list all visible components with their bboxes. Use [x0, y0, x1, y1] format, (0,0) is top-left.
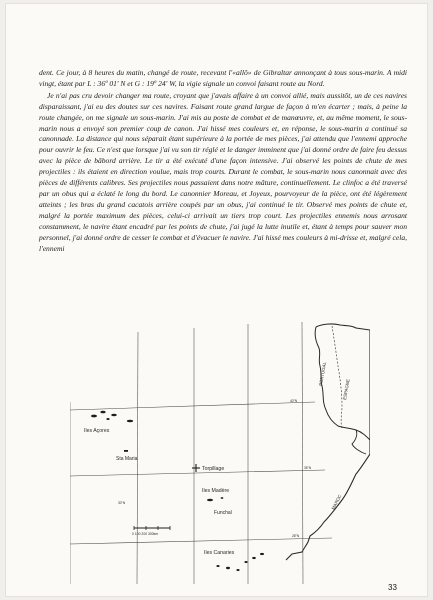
label-espagne: ESPAGNE: [342, 378, 351, 401]
book-page: [6, 4, 427, 596]
label-portugal: PORTUGAL: [318, 361, 328, 387]
label-funchal: Funchal: [214, 510, 232, 516]
scale-label: 0 100 200 300km: [132, 532, 159, 536]
gibraltar-coast: [352, 430, 366, 454]
meridian-line: [302, 322, 303, 584]
parallel-line: [70, 470, 325, 476]
scale-bar: [132, 526, 170, 536]
label-madere: Iles Madère: [202, 488, 230, 494]
torpillage-marker: [192, 464, 200, 472]
santa-maria-island: [124, 450, 128, 452]
label-lat-28: 28°N: [292, 534, 300, 538]
azores-islands: [91, 411, 133, 423]
label-maroc: MAROC: [330, 493, 343, 511]
label-lat-35: 35°N: [304, 466, 312, 470]
page-number: 33: [388, 583, 397, 592]
parallel-line: [70, 402, 315, 410]
label-canaries: Iles Canaries: [204, 550, 235, 556]
label-lat-30: 30°N: [118, 501, 126, 505]
map-figure: [70, 322, 370, 584]
body-text: [39, 68, 407, 254]
label-santa-maria: Sta Maria: [116, 456, 138, 462]
label-azores: Iles Açores: [84, 428, 110, 434]
paragraph-1: dent. Ce jour, à 8 heures du matin, changé de route, recevant l'«allô» de Gibraltar annonçant à tous sous-marin. A midi vingt, étant par L : 36º 01' N et G : 19º 24' W, la vigie signale un convoi faisant route au Nord.: [39, 68, 407, 88]
parallel-line: [70, 538, 332, 544]
coastline: [286, 324, 370, 560]
border-line: [332, 326, 342, 428]
label-torpillage: Torpillage: [202, 466, 225, 472]
label-lat-40: 40°N: [290, 399, 298, 403]
paragraph-2: Je n'ai pas cru devoir changer ma route, croyant que j'avais affaire à un convoi allié, mais aussitôt, un de ces navires disparaissant, j'ai eu des doutes sur ces navires. Faisant route grand largue de façon à m'en écarter ; mais, à peine la route changée, on me signale un sous-marin. J'ai mis au poste de combat et de manœuvre, et, au même moment, le sous-marin nous a envoyé son premier coup de canon. J'ai hissé mes couleurs et, en réponse, le sous-marin a continué sa canonnade. La distance qui nous séparait étant supérieure à la portée de mes pièces, j'ai attendu que l'ennemi approche pour ouvrir le feu. Ce n'est que lorsque j'ai vu son tir réglé et le danger imminent que j'ai donné ordre de faire feu dessus avec la pièce de bâbord arrière. Le tir a été exécuté d'une façon intensive. J'ai observé les points de chute de mes projectiles : ils étaient en direction voulue, mais trop courts. Durant le combat, le sous-marin nous canonnait avec des pièces de différents calibres. Ses projectiles nous passaient dans notre mâture, continuellement. Le clinfoc a été traversé par un obus qui a éclaté le long du bord. Le canonnier Moreau, et Joyeux, pourvoyeur de la pièce, ont été légèrement atteints ; les bras du grand cacatois arrière coupés par un obus, j'ai continué le tir. Observé mes points de chute et, malgré la portée maximum des pièces, celui-ci arrivait un tiers trop court. Les projectiles ennemis nous arrosant constamment, le navire étant encadré par les points de chute, j'ai jugé la lutte inutile et, étant à temps pour sauver mon personnel, j'ai donné ordre de cesser le combat et d'évacuer le navire. J'ai hissé mes couleurs à mi-drisse et, malgré cela, l'ennemi: [39, 90, 407, 253]
graticule: [70, 322, 332, 584]
madeira-islands: [207, 497, 223, 501]
map-svg: [70, 322, 370, 584]
